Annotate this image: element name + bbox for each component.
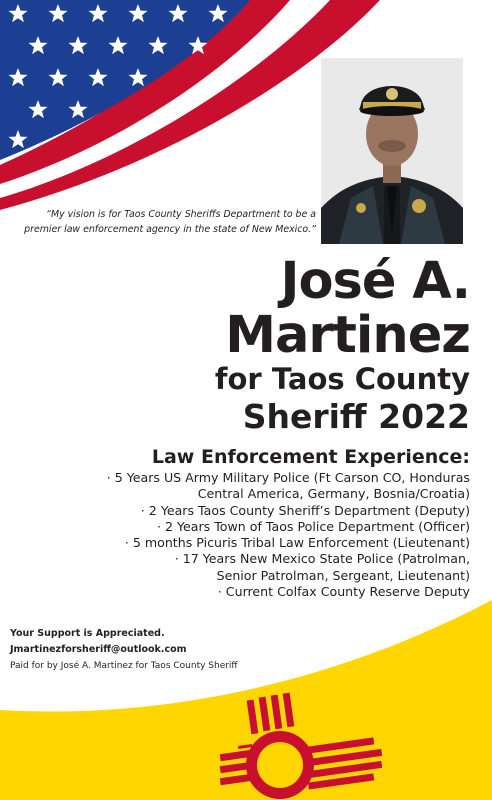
experience-line: · 17 Years New Mexico State Police (Patrolman, bbox=[174, 551, 470, 567]
office-line2: Sheriff 2022 bbox=[242, 397, 470, 436]
experience-line: Central America, Germany, Bosnia/Croatia) bbox=[197, 486, 470, 502]
experience-line: Senior Patrolman, Sergeant, Lieutenant) bbox=[216, 567, 470, 583]
experience-line: · 2 Years Town of Taos Police Department (Officer) bbox=[156, 518, 470, 534]
experience-line: · Current Colfax County Reserve Deputy bbox=[217, 584, 470, 600]
candidate-name-last: Martinez bbox=[225, 306, 470, 365]
experience-title: Law Enforcement Experience: bbox=[151, 446, 470, 468]
experience-line: · 2 Years Taos County Sheriff’s Department (Deputy) bbox=[140, 502, 470, 518]
support-line: Your Support is Appreciated. bbox=[10, 628, 165, 639]
experience-line: · 5 months Picuris Tribal Law Enforcement (Lieutenant) bbox=[124, 535, 470, 551]
vision-quote: “My vision is for Taos County Sheriffs Department to be a premier law enforcement agency in the state of New Mexico.” bbox=[24, 209, 316, 235]
experience-line: · 5 Years US Army Military Police (Ft Carson CO, Honduras bbox=[106, 470, 470, 485]
candidate-name-first: José A. bbox=[280, 252, 470, 311]
office-line1: for Taos County bbox=[214, 362, 470, 396]
contact-email[interactable]: Jmartinezforsheriff@outlook.com bbox=[10, 644, 187, 655]
paid-for-disclaimer: Paid for by José A. Martinez for Taos County Sheriff bbox=[10, 661, 238, 671]
support-block bbox=[10, 626, 238, 674]
